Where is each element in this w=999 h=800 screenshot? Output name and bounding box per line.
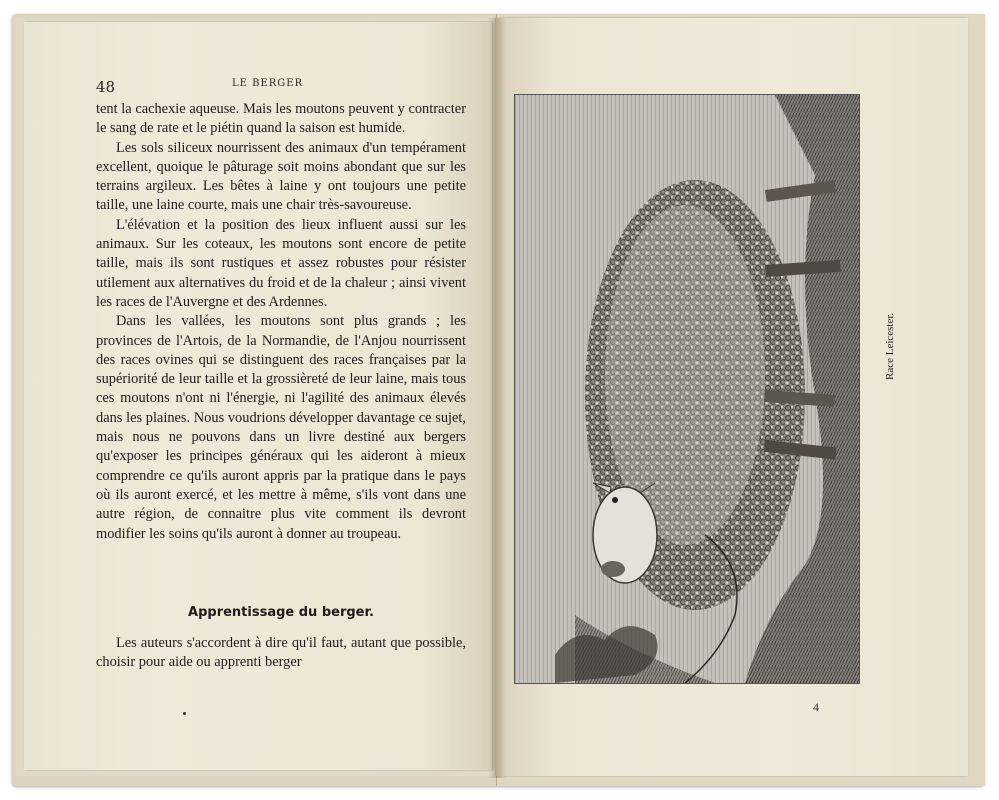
left-page-number: 48 — [96, 78, 116, 96]
paragraph: L'élévation et la position des lieux influent aussi sur les animaux. Sur les coteaux, les moutons sont encore de petite taille, mais ils sont rustiques et assez robustes pour résister utilement aux alternatives du froid et de la chaleur ; ainsi vivent les races de l'Auvergne et des Ardennes. — [96, 216, 466, 310]
section-body — [96, 634, 466, 673]
book-gutter — [488, 18, 506, 778]
section-title: Apprentissage du berger. — [188, 605, 374, 620]
paragraph: tent la cachexie aqueuse. Mais les moutons peuvent y contracter le sang de rate et le piétin quand la saison est humide. — [96, 101, 466, 137]
ink-speck — [183, 712, 186, 715]
paragraph: Les sols siliceux nourrissent des animaux d'un tempérament excellent, quoique le pâturage soit moins abondant que sur les terrains argileux. Les bêtes à laine y ont toujours une petite taille, une laine courte, mais une chair très-savoureuse. — [96, 139, 466, 214]
left-page-header — [96, 78, 468, 98]
right-page-number: 4 — [813, 700, 819, 714]
paragraph: Les auteurs s'accordent à dire qu'il faut, autant que possible, choisir pour aide ou apprenti berger — [96, 635, 466, 671]
paragraph: Dans les vallées, les moutons sont plus grands ; les provinces de l'Artois, de la Normandie, de l'Anjou nourrissent des races ovines qui se distinguent des races françaises par la supériorité de leur taille et la grossièreté de leur laine, mais tous ces moutons n'ont ni l'énergie, ni l'agilité des animaux élevés dans les plaines. Nous voudrions développer davantage ce sujet, mais nous ne pouvons dans un livre destiné aux bergers qu'exposer les principes généraux qui les aideront à mieux comprendre ce qu'ils auront appris par la pratique dans le pays où ils auront exercé, et les mettre à même, s'ils vont dans une autre région, de connaitre plus vite comment ils devront modifier les soins qu'ils auront à donner au troupeau. — [96, 313, 466, 542]
illustration-caption: Race Leicester. — [884, 312, 896, 380]
left-page-body — [96, 100, 466, 544]
running-head: LE BERGER — [232, 78, 304, 89]
sheep-engraving — [514, 94, 860, 684]
